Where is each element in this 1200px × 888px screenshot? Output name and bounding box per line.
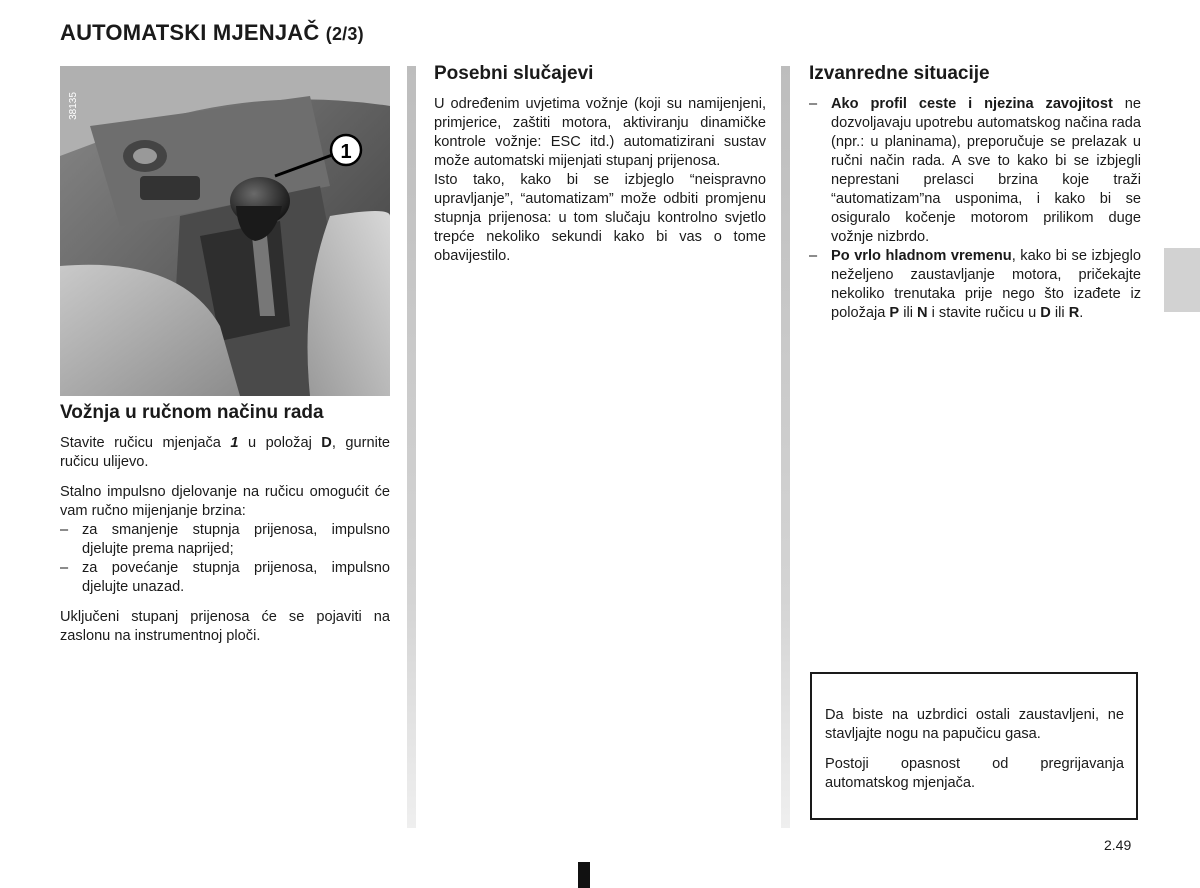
list-item: – za povećanje stupnja prijenosa, impulsno djelujte unazad.	[60, 560, 390, 595]
chapter-side-tab	[1164, 248, 1200, 312]
special-cases-heading: Posebni slučajevi	[434, 63, 594, 84]
list-item: – Ako profil ceste i njezina zavojitost ne dozvoljavaju upotrebu automatskog načina rada (npr.: u planinama), preporučuje se prelazak u ručni način rada. A sve to kako bi se izbjegli neprestani prelasci brzina koje traži “automatizam”na usponima, i kako bi se osiguralo kočenje motorom prilikom duge vožnje nizbrdo.	[809, 96, 1141, 245]
special-cases-text	[434, 95, 766, 266]
list-item: – za smanjenje stupnja prijenosa, impulsno djelujte prema naprijed;	[60, 522, 390, 557]
list-item: – Po vrlo hladnom vremenu, kako bi se izbjeglo neželjeno zaustavljanje motora, pričekajte nekoliko trenutaka prije nego što izađete iz položaja P ili N i stavite ručicu u D ili R.	[809, 248, 1141, 321]
callout-number: 1	[340, 141, 352, 163]
special-cases-paragraph-1: U određenim uvjetima vožnje (koji su namijenjeni, primjerice, zaštiti motora, aktiviranju dinamičke kontrole vožnje: ESC itd.) automatizirani sustav može automatski mijenjati stupanj prijenosa.	[434, 96, 766, 169]
page-title-part: (2/3)	[325, 24, 364, 44]
warning-paragraph-1: Da biste na uzbrdici ostali zaustavljeni, ne stavljajte nogu na papučicu gasa.	[825, 707, 1124, 742]
gear-lever-photo	[60, 66, 390, 396]
print-mark	[578, 862, 590, 888]
emergency-text	[809, 95, 1141, 323]
manual-mode-heading: Vožnja u ručnom načinu rada	[60, 402, 324, 423]
manual-mode-paragraph-1: Stavite ručicu mjenjača 1 u položaj D, gurnite ručicu ulijevo.	[60, 435, 390, 470]
special-cases-paragraph-2: Isto tako, kako bi se izbjeglo “neispravno upravljanje”, “automatizam” može odbiti promjenu stupnja prijenosa: u tom slučaju kontrolno svjetlo trepće nekoliko sekundi kako bi vas o tome obavijestilo.	[434, 172, 766, 264]
emergency-heading: Izvanredne situacije	[809, 63, 990, 84]
column-separator-left	[407, 66, 416, 828]
photo-reference-number: 38135	[68, 92, 79, 120]
manual-mode-paragraph-2: Stalno impulsno djelovanje na ručicu omogućit će vam ručno mijenjanje brzina:	[60, 484, 390, 519]
page-title: AUTOMATSKI MJENJAČ (2/3)	[60, 20, 364, 45]
manual-mode-paragraph-3: Uključeni stupanj prijenosa će se pojaviti na zaslonu na instrumentnoj ploči.	[60, 609, 390, 644]
warning-box	[810, 672, 1138, 820]
gear-lever-illustration	[60, 66, 390, 396]
page-number: 2.49	[1104, 837, 1132, 853]
warning-paragraph-2: Postoji opasnost od pregrijavanja automatskog mjenjača.	[825, 756, 1124, 791]
manual-mode-text	[60, 434, 390, 646]
column-separator-right	[781, 66, 790, 828]
